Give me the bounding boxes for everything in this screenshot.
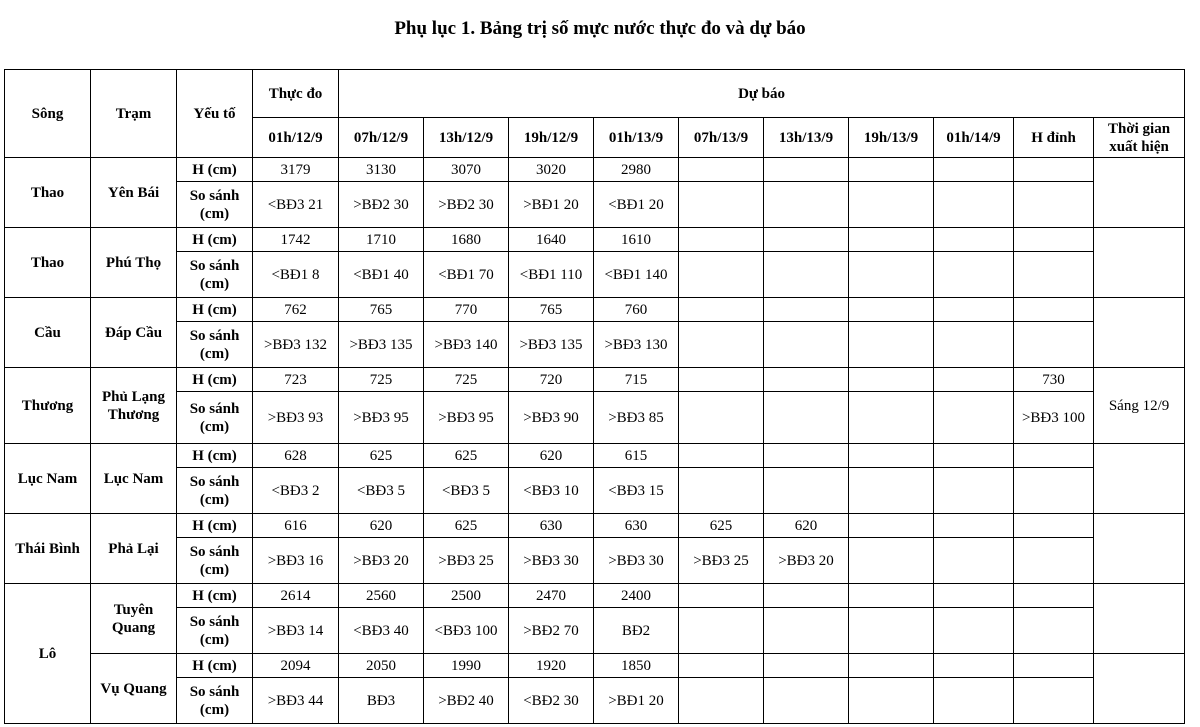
h-value xyxy=(679,368,764,392)
so-sanh-dinh-value: >BĐ3 100 xyxy=(1014,392,1094,444)
so-sanh-value xyxy=(934,538,1014,584)
h-value xyxy=(679,444,764,468)
h-value: 620 xyxy=(509,444,594,468)
so-sanh-value: >BĐ3 20 xyxy=(339,538,424,584)
h-value: 765 xyxy=(509,298,594,322)
thoi-gian-value xyxy=(1094,514,1185,584)
h-label: H (cm) xyxy=(177,654,253,678)
table-row xyxy=(5,514,1185,538)
h-label: H (cm) xyxy=(177,298,253,322)
h-value xyxy=(849,228,934,252)
table-body xyxy=(5,158,1185,724)
so-sanh-value: <BĐ3 5 xyxy=(339,468,424,514)
h-value: 630 xyxy=(509,514,594,538)
so-sanh-value: >BĐ3 44 xyxy=(253,678,339,724)
h-value: 1710 xyxy=(339,228,424,252)
so-sanh-value: >BĐ3 30 xyxy=(594,538,679,584)
h-value: 2094 xyxy=(253,654,339,678)
station-name: Yên Bái xyxy=(91,158,177,228)
station-name: Tuyên Quang xyxy=(91,584,177,654)
h-dinh-value xyxy=(1014,514,1094,538)
so-sanh-value: <BĐ1 40 xyxy=(339,252,424,298)
so-sanh-label: So sánh (cm) xyxy=(177,182,253,228)
so-sanh-value: >BĐ3 25 xyxy=(679,538,764,584)
h-value xyxy=(849,158,934,182)
thoi-gian-value: Sáng 12/9 xyxy=(1094,368,1185,444)
h-value xyxy=(934,228,1014,252)
station-name: Phú Thọ xyxy=(91,228,177,298)
h-value xyxy=(849,654,934,678)
so-sanh-value: >BĐ2 30 xyxy=(424,182,509,228)
header-h-dinh: H đỉnh xyxy=(1014,118,1094,158)
h-dinh-value xyxy=(1014,654,1094,678)
h-value: 620 xyxy=(764,514,849,538)
so-sanh-value: <BĐ3 100 xyxy=(424,608,509,654)
h-value xyxy=(849,514,934,538)
so-sanh-value: BĐ2 xyxy=(594,608,679,654)
h-value: 2980 xyxy=(594,158,679,182)
h-value: 1610 xyxy=(594,228,679,252)
so-sanh-dinh-value xyxy=(1014,252,1094,298)
so-sanh-value: >BĐ3 30 xyxy=(509,538,594,584)
so-sanh-value: <BĐ2 30 xyxy=(509,678,594,724)
h-label: H (cm) xyxy=(177,444,253,468)
so-sanh-value: >BĐ1 20 xyxy=(594,678,679,724)
h-dinh-value xyxy=(1014,228,1094,252)
so-sanh-value: <BĐ3 2 xyxy=(253,468,339,514)
so-sanh-dinh-value xyxy=(1014,468,1094,514)
h-value: 3020 xyxy=(509,158,594,182)
h-value: 615 xyxy=(594,444,679,468)
so-sanh-value xyxy=(934,678,1014,724)
h-value xyxy=(679,298,764,322)
header-time: 19h/13/9 xyxy=(849,118,934,158)
so-sanh-value: <BĐ3 15 xyxy=(594,468,679,514)
so-sanh-value: <BĐ1 70 xyxy=(424,252,509,298)
table-row xyxy=(5,392,1185,444)
h-value xyxy=(849,444,934,468)
header-time: 07h/12/9 xyxy=(339,118,424,158)
so-sanh-dinh-value xyxy=(1014,678,1094,724)
so-sanh-value: <BĐ3 40 xyxy=(339,608,424,654)
table-row xyxy=(5,158,1185,182)
so-sanh-dinh-value xyxy=(1014,322,1094,368)
so-sanh-value xyxy=(764,392,849,444)
h-value xyxy=(764,368,849,392)
so-sanh-label: So sánh (cm) xyxy=(177,468,253,514)
station-name: Đáp Cầu xyxy=(91,298,177,368)
thoi-gian-value xyxy=(1094,444,1185,514)
river-name: Thái Bình xyxy=(5,514,91,584)
so-sanh-value: >BĐ3 85 xyxy=(594,392,679,444)
so-sanh-value xyxy=(934,392,1014,444)
header-tram: Trạm xyxy=(91,70,177,158)
header-time: 01h/14/9 xyxy=(934,118,1014,158)
so-sanh-value xyxy=(934,322,1014,368)
h-value: 760 xyxy=(594,298,679,322)
header-yeu-to: Yếu tố xyxy=(177,70,253,158)
h-label: H (cm) xyxy=(177,228,253,252)
so-sanh-value xyxy=(934,252,1014,298)
h-value xyxy=(934,584,1014,608)
h-value xyxy=(849,368,934,392)
h-value: 630 xyxy=(594,514,679,538)
so-sanh-value xyxy=(764,182,849,228)
so-sanh-value xyxy=(764,468,849,514)
header-time: 07h/13/9 xyxy=(679,118,764,158)
so-sanh-value xyxy=(849,678,934,724)
h-value xyxy=(934,444,1014,468)
station-name: Phả Lại xyxy=(91,514,177,584)
so-sanh-dinh-value xyxy=(1014,538,1094,584)
so-sanh-value xyxy=(849,392,934,444)
river-name: Thương xyxy=(5,368,91,444)
so-sanh-value xyxy=(679,468,764,514)
header-thuc-do: Thực đo xyxy=(253,70,339,118)
h-value: 1920 xyxy=(509,654,594,678)
h-value xyxy=(764,158,849,182)
h-value: 2500 xyxy=(424,584,509,608)
so-sanh-value: >BĐ3 95 xyxy=(339,392,424,444)
h-value xyxy=(934,654,1014,678)
h-value: 625 xyxy=(339,444,424,468)
so-sanh-value: >BĐ3 93 xyxy=(253,392,339,444)
river-name: Thao xyxy=(5,158,91,228)
so-sanh-value xyxy=(849,182,934,228)
so-sanh-value: <BĐ1 20 xyxy=(594,182,679,228)
so-sanh-value xyxy=(934,468,1014,514)
h-value: 1640 xyxy=(509,228,594,252)
h-value: 723 xyxy=(253,368,339,392)
so-sanh-value xyxy=(679,182,764,228)
so-sanh-value xyxy=(764,678,849,724)
h-value: 2050 xyxy=(339,654,424,678)
h-value xyxy=(764,654,849,678)
table-row xyxy=(5,322,1185,368)
h-value: 3179 xyxy=(253,158,339,182)
table-row xyxy=(5,298,1185,322)
h-value xyxy=(764,584,849,608)
table-row xyxy=(5,368,1185,392)
so-sanh-value xyxy=(764,608,849,654)
h-value: 625 xyxy=(679,514,764,538)
header-du-bao: Dự báo xyxy=(339,70,1185,118)
thoi-gian-value xyxy=(1094,228,1185,298)
h-value xyxy=(679,654,764,678)
so-sanh-value: >BĐ3 16 xyxy=(253,538,339,584)
h-value: 2470 xyxy=(509,584,594,608)
so-sanh-label: So sánh (cm) xyxy=(177,392,253,444)
so-sanh-value: >BĐ3 90 xyxy=(509,392,594,444)
so-sanh-value: <BĐ1 8 xyxy=(253,252,339,298)
h-value xyxy=(849,584,934,608)
table-row xyxy=(5,538,1185,584)
h-dinh-value xyxy=(1014,158,1094,182)
thoi-gian-value xyxy=(1094,654,1185,724)
thoi-gian-value xyxy=(1094,584,1185,654)
so-sanh-value: >BĐ3 95 xyxy=(424,392,509,444)
h-value: 625 xyxy=(424,514,509,538)
h-value xyxy=(849,298,934,322)
h-value: 1990 xyxy=(424,654,509,678)
so-sanh-value: >BĐ3 130 xyxy=(594,322,679,368)
header-song: Sông xyxy=(5,70,91,158)
so-sanh-dinh-value xyxy=(1014,182,1094,228)
so-sanh-value xyxy=(849,608,934,654)
header-time: 01h/12/9 xyxy=(253,118,339,158)
h-value: 725 xyxy=(339,368,424,392)
so-sanh-value: >BĐ2 30 xyxy=(339,182,424,228)
so-sanh-value: <BĐ1 140 xyxy=(594,252,679,298)
so-sanh-value xyxy=(934,182,1014,228)
river-name: Lục Nam xyxy=(5,444,91,514)
h-value xyxy=(934,298,1014,322)
so-sanh-value xyxy=(679,392,764,444)
so-sanh-dinh-value xyxy=(1014,608,1094,654)
h-dinh-value: 730 xyxy=(1014,368,1094,392)
so-sanh-value xyxy=(934,608,1014,654)
h-value xyxy=(934,368,1014,392)
table-row xyxy=(5,468,1185,514)
h-value: 616 xyxy=(253,514,339,538)
so-sanh-value xyxy=(679,252,764,298)
h-dinh-value xyxy=(1014,444,1094,468)
so-sanh-value: >BĐ1 20 xyxy=(509,182,594,228)
header-thoi-gian: Thời gian xuất hiện xyxy=(1094,118,1185,158)
so-sanh-value: BĐ3 xyxy=(339,678,424,724)
page-title: Phụ lục 1. Bảng trị số mực nước thực đo và dự báo xyxy=(394,18,806,39)
h-label: H (cm) xyxy=(177,584,253,608)
h-value: 725 xyxy=(424,368,509,392)
water-level-table xyxy=(4,69,1185,724)
h-label: H (cm) xyxy=(177,158,253,182)
so-sanh-value: >BĐ3 132 xyxy=(253,322,339,368)
h-value: 1850 xyxy=(594,654,679,678)
h-value xyxy=(934,514,1014,538)
river-name: Lô xyxy=(5,584,91,724)
h-value: 762 xyxy=(253,298,339,322)
h-value: 2614 xyxy=(253,584,339,608)
h-value: 620 xyxy=(339,514,424,538)
h-value: 2400 xyxy=(594,584,679,608)
header-time: 13h/13/9 xyxy=(764,118,849,158)
station-name: Lục Nam xyxy=(91,444,177,514)
h-value xyxy=(764,298,849,322)
so-sanh-label: So sánh (cm) xyxy=(177,608,253,654)
so-sanh-value: >BĐ3 14 xyxy=(253,608,339,654)
river-name: Thao xyxy=(5,228,91,298)
so-sanh-value xyxy=(849,322,934,368)
so-sanh-value xyxy=(849,252,934,298)
so-sanh-value: >BĐ3 25 xyxy=(424,538,509,584)
header-time: 19h/12/9 xyxy=(509,118,594,158)
h-value: 715 xyxy=(594,368,679,392)
so-sanh-value xyxy=(849,468,934,514)
h-value: 625 xyxy=(424,444,509,468)
header-time: 01h/13/9 xyxy=(594,118,679,158)
river-name: Cầu xyxy=(5,298,91,368)
so-sanh-value xyxy=(679,322,764,368)
h-dinh-value xyxy=(1014,584,1094,608)
so-sanh-value: >BĐ3 140 xyxy=(424,322,509,368)
thoi-gian-value xyxy=(1094,298,1185,368)
so-sanh-value: >BĐ3 135 xyxy=(339,322,424,368)
h-value: 1742 xyxy=(253,228,339,252)
so-sanh-value: <BĐ1 110 xyxy=(509,252,594,298)
table-row xyxy=(5,678,1185,724)
h-value xyxy=(934,158,1014,182)
h-value: 770 xyxy=(424,298,509,322)
table-row xyxy=(5,584,1185,608)
so-sanh-value: >BĐ2 40 xyxy=(424,678,509,724)
h-value xyxy=(679,228,764,252)
table-row xyxy=(5,444,1185,468)
station-name: Vụ Quang xyxy=(91,654,177,724)
so-sanh-label: So sánh (cm) xyxy=(177,322,253,368)
so-sanh-value: >BĐ2 70 xyxy=(509,608,594,654)
h-value: 765 xyxy=(339,298,424,322)
so-sanh-value xyxy=(679,608,764,654)
h-value: 720 xyxy=(509,368,594,392)
h-value xyxy=(764,444,849,468)
so-sanh-label: So sánh (cm) xyxy=(177,252,253,298)
table-row xyxy=(5,654,1185,678)
table-row xyxy=(5,252,1185,298)
so-sanh-value: <BĐ3 5 xyxy=(424,468,509,514)
thoi-gian-value xyxy=(1094,158,1185,228)
station-name: Phủ Lạng Thương xyxy=(91,368,177,444)
h-label: H (cm) xyxy=(177,368,253,392)
so-sanh-value xyxy=(764,322,849,368)
h-dinh-value xyxy=(1014,298,1094,322)
so-sanh-value xyxy=(679,678,764,724)
so-sanh-value: >BĐ3 20 xyxy=(764,538,849,584)
h-value xyxy=(764,228,849,252)
so-sanh-label: So sánh (cm) xyxy=(177,538,253,584)
h-value xyxy=(679,158,764,182)
so-sanh-value: <BĐ3 21 xyxy=(253,182,339,228)
h-value: 628 xyxy=(253,444,339,468)
h-label: H (cm) xyxy=(177,514,253,538)
h-value xyxy=(679,584,764,608)
so-sanh-value: <BĐ3 10 xyxy=(509,468,594,514)
table-row xyxy=(5,228,1185,252)
table-row xyxy=(5,608,1185,654)
so-sanh-value: >BĐ3 135 xyxy=(509,322,594,368)
so-sanh-label: So sánh (cm) xyxy=(177,678,253,724)
h-value: 3070 xyxy=(424,158,509,182)
table-row xyxy=(5,182,1185,228)
so-sanh-value xyxy=(849,538,934,584)
so-sanh-value xyxy=(764,252,849,298)
h-value: 1680 xyxy=(424,228,509,252)
h-value: 3130 xyxy=(339,158,424,182)
h-value: 2560 xyxy=(339,584,424,608)
header-time: 13h/12/9 xyxy=(424,118,509,158)
